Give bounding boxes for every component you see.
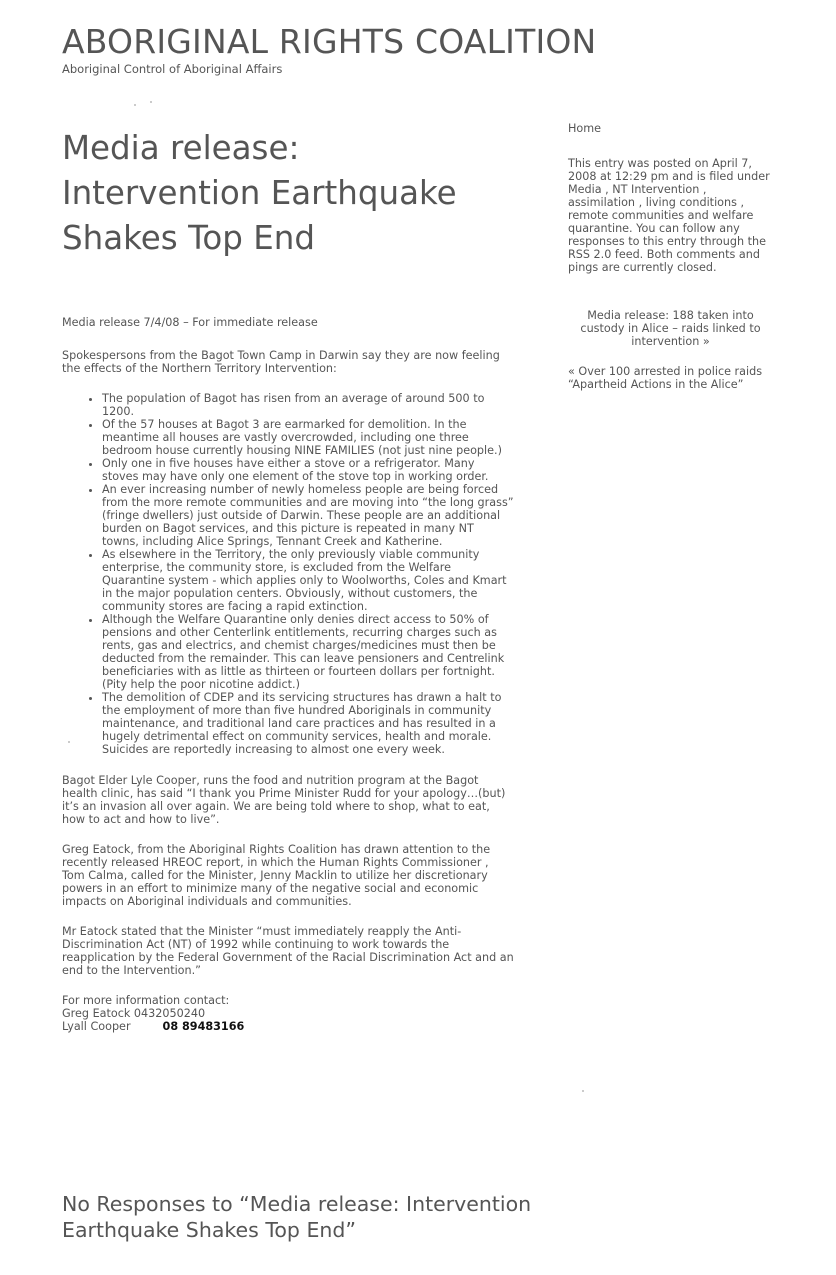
home-link[interactable]: Home	[568, 122, 602, 135]
contact-block	[62, 994, 514, 1033]
list-item: • As elsewhere in the Territory, the only previously viable community enterprise, the community store, is excluded from the Welfare Quarantine system - which applies only to Woolworths, Coles and Kmart in the major population centers. Obviously, without customers, the community stores are facing a rapid extinction.	[102, 548, 514, 613]
entry-meta: This entry was posted on April 7, 2008 at 12:29 pm and is filed under Media , NT Intervention , assimilation , living conditions , remote communities and welfare quarantine. You can follow any responses to this entry through the RSS 2.0 feed. Both comments and pings are currently closed.	[568, 157, 770, 274]
list-item: • The demolition of CDEP and its servicing structures has drawn a halt to the employment of more than five hundred Aboriginals in community maintenance, and traditional land care practices and has resulted in a hugely detrimental effect on community services, health and morale. Suicides are reportedly increasing to almost one every week.	[102, 691, 514, 756]
site-title[interactable]: ABORIGINAL RIGHTS COALITION	[62, 22, 597, 61]
paragraph-lyle-cooper: Bagot Elder Lyle Cooper, runs the food and nutrition program at the Bagot health clinic, has said “I thank you Prime Minister Rudd for your apology…(but) it’s an invasion all over again. We are being told where to shop, what to eat, how to act and how to live”.	[62, 774, 506, 826]
contact-lyall-name: Lyall Cooper	[62, 1020, 131, 1033]
previous-post-link[interactable]: « Over 100 arrested in police raids “Apartheid Actions in the Alice”	[568, 365, 763, 391]
effects-list	[62, 392, 514, 756]
scan-speck	[134, 104, 136, 106]
post-subtitle: Media release 7/4/08 – For immediate release	[62, 316, 318, 329]
post-title: Media release: Intervention Earthquake Shakes Top End	[62, 129, 457, 257]
next-post-link[interactable]: Media release: 188 taken into custody in Alice – raids linked to intervention »	[580, 309, 761, 348]
paragraph-greg-eatock: Greg Eatock, from the Aboriginal Rights Coalition has drawn attention to the recently released HREOC report, in which the Human Rights Commissioner , Tom Calma, called for the Minister, Jenny Macklin to utilize her discretionary powers in an effort to minimize many of the negative social and economic impacts on Aboriginal individuals and communities.	[62, 843, 491, 908]
site-tagline: Aboriginal Control of Aboriginal Affairs	[62, 62, 283, 76]
sidebar	[568, 122, 773, 391]
contact-greg: Greg Eatock 0432050240	[62, 1007, 206, 1020]
list-item: • Of the 57 houses at Bagot 3 are earmarked for demolition. In the meantime all houses are vastly overcrowded, including one three bedroom house currently housing NINE FAMILIES (not just nine people.)	[102, 418, 514, 457]
paragraph-minister: Mr Eatock stated that the Minister “must immediately reapply the Anti-Discrimination Act (NT) of 1992 while continuing to work towards the reapplication by the Federal Government of the Racial Discrimination Act and an end to the Intervention.”	[62, 925, 514, 977]
scan-speck	[68, 741, 70, 743]
contact-heading: For more information contact:	[62, 994, 230, 1007]
scan-speck	[150, 101, 152, 103]
responses-title: No Responses to “Media release: Intervention Earthquake Shakes Top End”	[62, 1192, 532, 1242]
post-content	[62, 316, 514, 1050]
contact-lyall-phone: 08 89483166	[162, 1020, 245, 1033]
list-item: • An ever increasing number of newly homeless people are being forced from the more remote communities and are moving into “the long grass” (fringe dwellers) just outside of Darwin. These people are an additional burden on Bagot services, and this picture is repeated in many NT towns, including Alice Springs, Tennant Creek and Katherine.	[102, 483, 514, 548]
list-item: • Although the Welfare Quarantine only denies direct access to 50% of pensions and other Centerlink entitlements, recurring charges such as rents, gas and electrics, and chemist charges/medicines must then be deducted from the remainder. This can leave pensioners and Centrelink beneficiaries with as little as thirteen or fourteen dollars per fortnight. (Pity help the poor nicotine addict.)	[102, 613, 514, 691]
contact-lyall	[62, 1020, 514, 1033]
list-item: • The population of Bagot has risen from an average of around 500 to 1200.	[102, 392, 514, 418]
list-item: • Only one in five houses have either a stove or a refrigerator. Many stoves may have only one element of the stove top in working order.	[102, 457, 514, 483]
post-intro: Spokespersons from the Bagot Town Camp in Darwin say they are now feeling the effects of the Northern Territory Intervention:	[62, 349, 500, 375]
scan-speck	[582, 1090, 584, 1092]
